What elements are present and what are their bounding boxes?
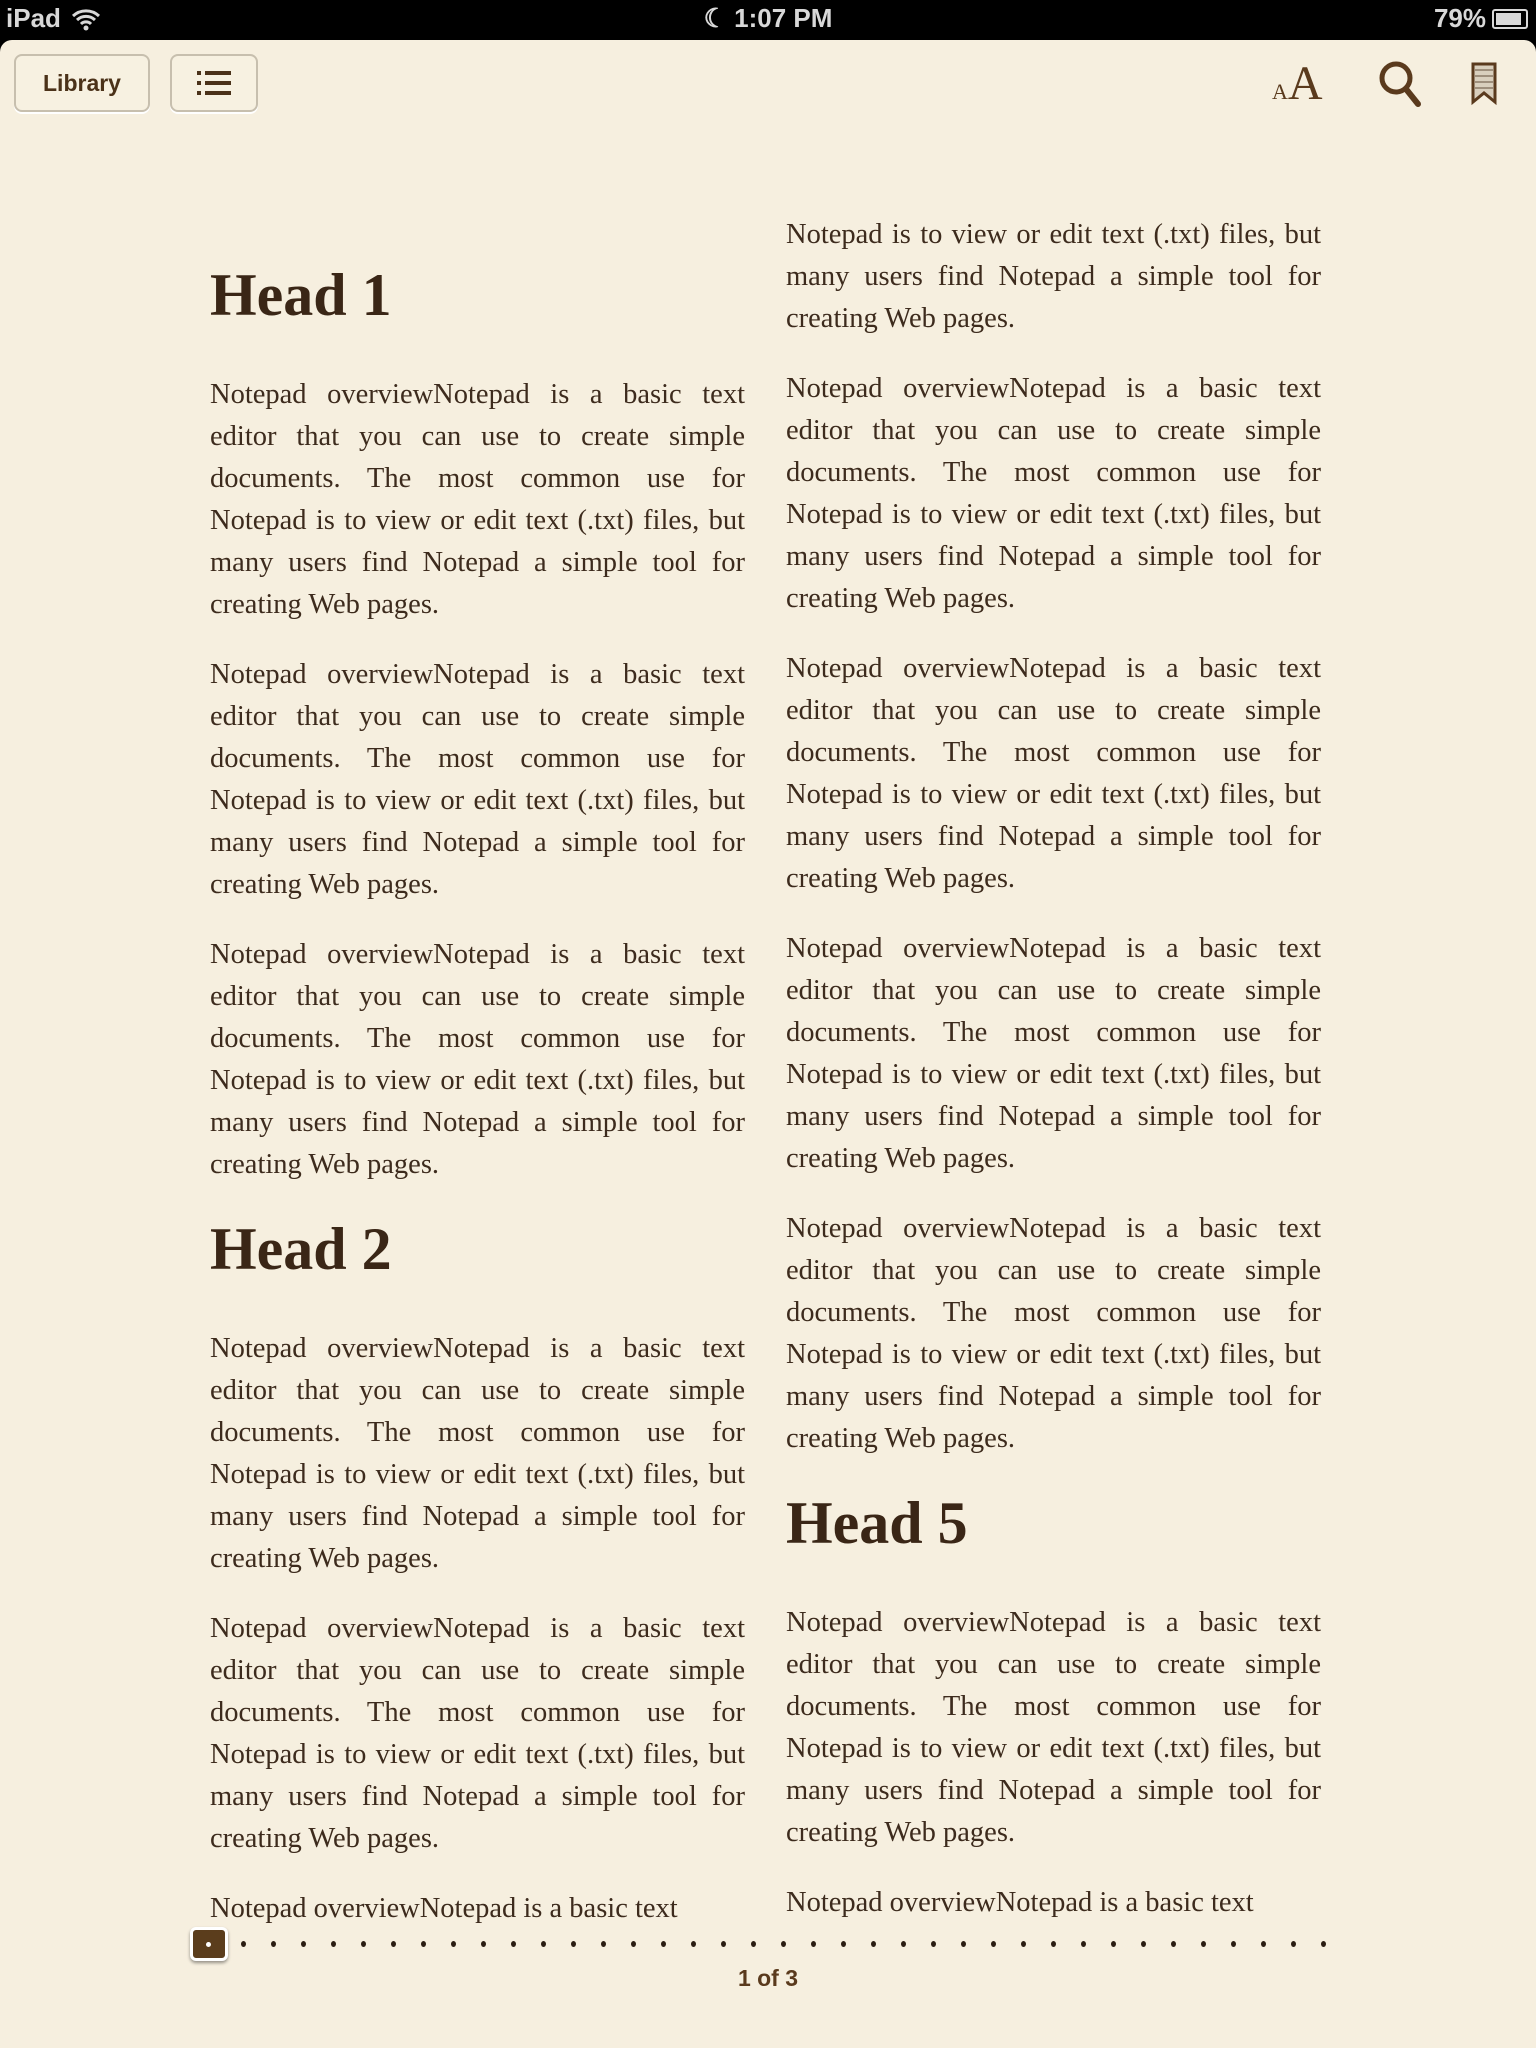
scrubber-dot[interactable]	[691, 1941, 696, 1947]
paragraph: Notepad overviewNotepad is a basic text editor that you can use to create simple documents. The most common use for Notepad is to view or edit text (.txt) files, but many users find Notepad a simple tool for creating Web pages.	[210, 1613, 745, 1854]
font-small-icon: A	[1272, 79, 1288, 104]
scrubber-dot[interactable]	[871, 1941, 876, 1947]
table-of-contents-button[interactable]	[170, 54, 258, 112]
scrubber-dot[interactable]	[541, 1941, 546, 1947]
scrubber-thumb[interactable]	[190, 1927, 228, 1961]
scrubber-dot[interactable]	[1051, 1941, 1056, 1947]
paragraph: Notepad overviewNotepad is a basic text editor that you can use to create simple documents. The most common use for Notepad is to view or edit text (.txt) files, but many users find Notepad a simple tool for creating Web pages.	[786, 933, 1321, 1174]
scrubber-dot[interactable]	[1021, 1941, 1026, 1947]
paragraph: Notepad overviewNotepad is a basic text editor that you can use to create simple documents. The most common use for Notepad is to view or edit text (.txt) files, but many users find Notepad a simple tool for creating Web pages.	[786, 1607, 1321, 1848]
list-icon	[197, 69, 231, 97]
scrubber-dot[interactable]	[571, 1941, 576, 1947]
search-icon[interactable]	[1378, 60, 1422, 108]
status-bar	[0, 0, 1536, 40]
battery-icon	[1492, 9, 1528, 29]
scrubber-dot[interactable]	[1201, 1941, 1206, 1947]
scrubber-dot[interactable]	[1081, 1941, 1086, 1947]
library-button[interactable]: Library	[14, 54, 150, 112]
paragraph: Notepad overviewNotepad is a basic text editor that you can use to create simple documents. The most common use for Notepad is to view or edit text (.txt) files, but many users find Notepad a simple tool for creating Web pages.	[210, 939, 745, 1180]
scrubber-dot[interactable]	[511, 1941, 516, 1947]
scrubber-dot[interactable]	[1171, 1941, 1176, 1947]
scrubber-dot[interactable]	[961, 1941, 966, 1947]
chapter-heading: Head 5	[786, 1490, 968, 1556]
scrubber-dot[interactable]	[811, 1941, 816, 1947]
bookmark-icon[interactable]	[1470, 62, 1498, 106]
scrubber-dot[interactable]	[1111, 1941, 1116, 1947]
paragraph: Notepad overviewNotepad is a basic text editor that you can use to create simple documents. The most common use for Notepad is to view or edit text (.txt) files, but many users find Notepad a simple tool for creating Web pages.	[210, 379, 745, 620]
scrubber-dot[interactable]	[661, 1941, 666, 1947]
scrubber-dot[interactable]	[331, 1941, 336, 1947]
scrubber-dot[interactable]	[1291, 1941, 1296, 1947]
paragraph: Notepad overviewNotepad is a basic text editor that you can use to create simple documents. The most common use for Notepad is to view or edit text (.txt) files, but many users find Notepad a simple tool for creating Web pages.	[786, 653, 1321, 894]
paragraph: Notepad overviewNotepad is a basic text editor that you can use to create simple documents. The most common use for Notepad is to view or edit text (.txt) files, but many users find Notepad a simple tool for creating Web pages.	[786, 1213, 1321, 1454]
scrubber-dot[interactable]	[421, 1941, 426, 1947]
scrubber-dot[interactable]	[241, 1941, 246, 1947]
scrubber-dot[interactable]	[271, 1941, 276, 1947]
chapter-heading: Head 2	[210, 1216, 392, 1282]
scrubber-dot[interactable]	[601, 1941, 606, 1947]
scrubber-dot[interactable]	[751, 1941, 756, 1947]
scrubber-dot[interactable]	[721, 1941, 726, 1947]
text-column-right	[786, 214, 1321, 1918]
paragraph: Notepad overviewNotepad is a basic text	[210, 1893, 678, 1924]
scrubber-dot[interactable]	[991, 1941, 996, 1947]
paragraph: Notepad overviewNotepad is a basic text	[786, 1887, 1254, 1918]
paragraph: Notepad overviewNotepad is a basic text editor that you can use to create simple documents. The most common use for Notepad is to view or edit text (.txt) files, but many users find Notepad a simple tool for creating Web pages.	[210, 1333, 745, 1574]
page-indicator: 1 of 3	[737, 1965, 799, 1991]
book-page	[0, 40, 1536, 2048]
scrubber-dot[interactable]	[631, 1941, 636, 1947]
scrubber-dot[interactable]	[361, 1941, 366, 1947]
paragraph: Notepad overviewNotepad is a basic text editor that you can use to create simple documents. The most common use for Notepad is to view or edit text (.txt) files, but many users find Notepad a simple tool for creating Web pages.	[786, 373, 1321, 614]
device-name: iPad	[6, 3, 61, 33]
text-column-left	[210, 260, 745, 1924]
moon-icon: ☾	[703, 3, 727, 33]
battery-percent: 79%	[1433, 3, 1486, 33]
chapter-heading: Head 1	[210, 262, 392, 328]
page-scrubber[interactable]	[190, 1930, 1340, 1960]
scrubber-dot[interactable]	[1141, 1941, 1146, 1947]
scrubber-dot[interactable]	[1261, 1941, 1266, 1947]
scrubber-dot[interactable]	[391, 1941, 396, 1947]
scrubber-dot[interactable]	[301, 1941, 306, 1947]
scrubber-dot[interactable]	[1321, 1941, 1326, 1947]
paragraph: Notepad overviewNotepad is a basic text editor that you can use to create simple documents. The most common use for Notepad is to view or edit text (.txt) files, but many users find Notepad a simple tool for creating Web pages.	[210, 659, 745, 900]
scrubber-dot[interactable]	[481, 1941, 486, 1947]
font-big-icon: A	[1287, 57, 1323, 110]
clock: 1:07 PM	[734, 3, 833, 33]
scrubber-dot[interactable]	[841, 1941, 846, 1947]
scrubber-dot[interactable]	[781, 1941, 786, 1947]
scrubber-dot[interactable]	[931, 1941, 936, 1947]
paragraph: Notepad is to view or edit text (.txt) files, but many users find Notepad a simple tool for creating Web pages.	[786, 219, 1321, 334]
scrubber-dot[interactable]	[1231, 1941, 1236, 1947]
scrubber-dot[interactable]	[901, 1941, 906, 1947]
font-size-button[interactable]	[1272, 56, 1323, 111]
scrubber-dot[interactable]	[451, 1941, 456, 1947]
